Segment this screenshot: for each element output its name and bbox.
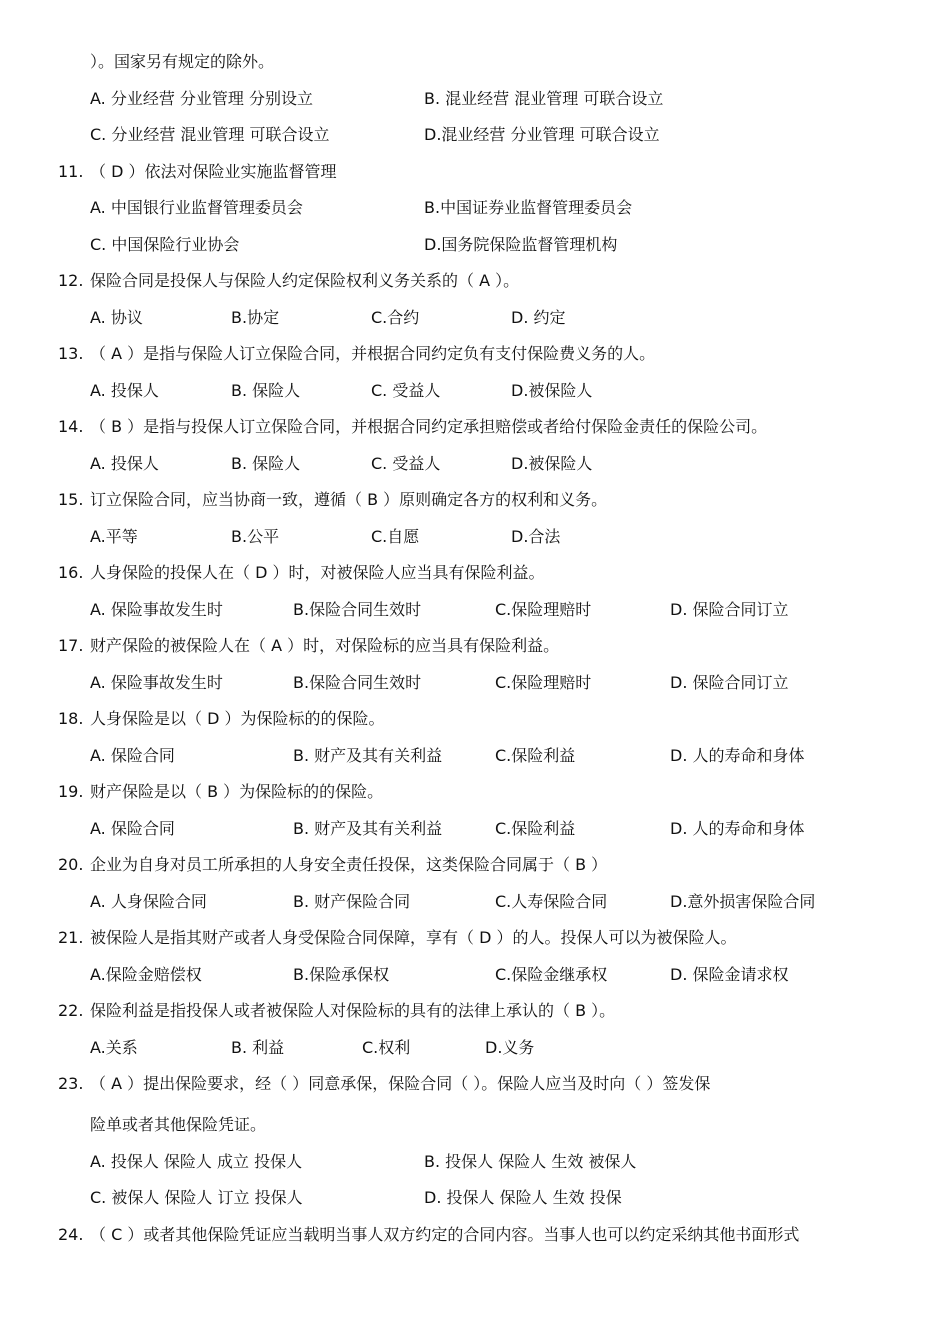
question-line	[0, 853, 950, 877]
options-line	[0, 1036, 950, 1060]
question-number: 19.	[58, 782, 84, 801]
answer-option: A. 保险合同	[90, 819, 175, 838]
question-number: 22.	[58, 1001, 84, 1020]
question-number: 20.	[58, 855, 84, 874]
answer-option: D.义务	[485, 1038, 535, 1057]
answer-option: B.协定	[231, 308, 280, 327]
question-number: 15.	[58, 490, 84, 509]
question-number: 14.	[58, 417, 84, 436]
answer-option: A. 分业经营 分业管理 分别设立	[90, 89, 314, 108]
answer-option: B. 财产保险合同	[293, 892, 411, 911]
answer-option: C.保险金继承权	[495, 965, 608, 984]
options-line	[0, 1150, 950, 1174]
answer-option: C.权利	[362, 1038, 411, 1057]
continuation-line	[0, 1113, 950, 1137]
question-line	[0, 926, 950, 950]
question-text: 企业为自身对员工所承担的人身安全责任投保，这类保险合同属于（ B ）	[90, 855, 608, 874]
answer-option: D. 人的寿命和身体	[670, 819, 805, 838]
answer-option: D. 约定	[511, 308, 566, 327]
question-line	[0, 780, 950, 804]
question-line	[0, 269, 950, 293]
options-line	[0, 452, 950, 476]
answer-option: C.人寿保险合同	[495, 892, 608, 911]
answer-option: A. 投保人	[90, 454, 159, 473]
options-line	[0, 87, 950, 111]
answer-option: A. 投保人 保险人 成立 投保人	[90, 1152, 303, 1171]
answer-option: D.被保险人	[511, 381, 593, 400]
question-line	[0, 707, 950, 731]
options-line	[0, 306, 950, 330]
answer-option: B. 混业经营 混业管理 可联合设立	[424, 89, 664, 108]
question-text: 保险合同是投保人与保险人约定保险权利义务关系的（ A ）。	[90, 271, 520, 290]
answer-option: B.公平	[231, 527, 280, 546]
question-number: 24.	[58, 1225, 84, 1244]
question-text: （ D ）依法对保险业实施监督管理	[90, 162, 337, 181]
answer-option: C. 被保人 保险人 订立 投保人	[90, 1188, 303, 1207]
options-line	[0, 123, 950, 147]
answer-option: A. 保险事故发生时	[90, 673, 223, 692]
answer-option: B.保险承保权	[293, 965, 390, 984]
continuation-text: ）。国家另有规定的除外。	[90, 52, 275, 71]
answer-option: A. 投保人	[90, 381, 159, 400]
answer-option: A.平等	[90, 527, 138, 546]
answer-option: D.意外损害保险合同	[670, 892, 816, 911]
question-number: 16.	[58, 563, 84, 582]
answer-option: C. 分业经营 混业管理 可联合设立	[90, 125, 330, 144]
answer-option: B.保险合同生效时	[293, 673, 422, 692]
answer-option: D.合法	[511, 527, 561, 546]
question-text: 被保险人是指其财产或者人身受保险合同保障，享有（ D ）的人。投保人可以为被保险人。	[90, 928, 737, 947]
answer-option: C.保险理赔时	[495, 673, 592, 692]
answer-option: B. 投保人 保险人 生效 被保人	[424, 1152, 637, 1171]
question-text: 财产保险的被保险人在（ A ）时，对保险标的应当具有保险利益。	[90, 636, 560, 655]
options-line	[0, 598, 950, 622]
continuation-line	[0, 50, 950, 74]
question-line	[0, 561, 950, 585]
options-line	[0, 379, 950, 403]
answer-option: B.中国证券业监督管理委员会	[424, 198, 633, 217]
question-line	[0, 1072, 950, 1096]
answer-option: C.合约	[371, 308, 420, 327]
answer-option: B. 保险人	[231, 454, 301, 473]
question-text: 财产保险是以（ B ）为保险标的的保险。	[90, 782, 384, 801]
options-line	[0, 525, 950, 549]
answer-option: D. 保险合同订立	[670, 673, 789, 692]
answer-option: A. 保险合同	[90, 746, 175, 765]
question-number: 17.	[58, 636, 84, 655]
question-text: 人身保险的投保人在（ D ）时，对被保险人应当具有保险利益。	[90, 563, 545, 582]
question-text: （ A ）提出保险要求，经（ ）同意承保，保险合同（ ）。保险人应当及时向（ ）签发保	[90, 1074, 711, 1093]
options-line	[0, 196, 950, 220]
question-line	[0, 160, 950, 184]
continuation-text: 险单或者其他保险凭证。	[90, 1115, 267, 1134]
question-number: 12.	[58, 271, 84, 290]
question-line	[0, 488, 950, 512]
question-number: 11.	[58, 162, 84, 181]
answer-option: B.保险合同生效时	[293, 600, 422, 619]
answer-option: D.被保险人	[511, 454, 593, 473]
question-text: （ B ）是指与投保人订立保险合同，并根据合同约定承担赔偿或者给付保险金责任的保险公司。	[90, 417, 768, 436]
question-number: 13.	[58, 344, 84, 363]
answer-option: C.保险利益	[495, 746, 576, 765]
answer-option: A.关系	[90, 1038, 138, 1057]
answer-option: D. 人的寿命和身体	[670, 746, 805, 765]
answer-option: C.保险利益	[495, 819, 576, 838]
answer-option: A. 中国银行业监督管理委员会	[90, 198, 303, 217]
question-number: 23.	[58, 1074, 84, 1093]
options-line	[0, 744, 950, 768]
question-line	[0, 1223, 950, 1247]
answer-option: A. 保险事故发生时	[90, 600, 223, 619]
answer-option: A. 协议	[90, 308, 143, 327]
question-text: 人身保险是以（ D ）为保险标的的保险。	[90, 709, 385, 728]
question-text: 保险利益是指投保人或者被保险人对保险标的具有的法律上承认的（ B ）。	[90, 1001, 616, 1020]
answer-option: C. 受益人	[371, 454, 441, 473]
question-text: （ A ）是指与保险人订立保险合同，并根据合同约定负有支付保险费义务的人。	[90, 344, 656, 363]
answer-option: B. 利益	[231, 1038, 285, 1057]
answer-option: D. 投保人 保险人 生效 投保	[424, 1188, 622, 1207]
options-line	[0, 671, 950, 695]
answer-option: C. 受益人	[371, 381, 441, 400]
question-line	[0, 342, 950, 366]
options-line	[0, 1186, 950, 1210]
question-line	[0, 999, 950, 1023]
options-line	[0, 233, 950, 257]
answer-option: A. 人身保险合同	[90, 892, 207, 911]
question-line	[0, 415, 950, 439]
answer-option: D. 保险金请求权	[670, 965, 789, 984]
question-line	[0, 634, 950, 658]
question-text: （ C ）或者其他保险凭证应当载明当事人双方约定的合同内容。当事人也可以约定采纳其他书面形式	[90, 1225, 800, 1244]
answer-option: C.自愿	[371, 527, 420, 546]
options-line	[0, 817, 950, 841]
answer-option: B. 财产及其有关利益	[293, 746, 443, 765]
answer-option: B. 财产及其有关利益	[293, 819, 443, 838]
answer-option: C. 中国保险行业协会	[90, 235, 240, 254]
question-text: 订立保险合同，应当协商一致，遵循（ B ）原则确定各方的权利和义务。	[90, 490, 608, 509]
answer-option: A.保险金赔偿权	[90, 965, 202, 984]
answer-option: D.国务院保险监督管理机构	[424, 235, 618, 254]
question-number: 21.	[58, 928, 84, 947]
answer-option: D. 保险合同订立	[670, 600, 789, 619]
question-number: 18.	[58, 709, 84, 728]
answer-option: B. 保险人	[231, 381, 301, 400]
answer-option: D.混业经营 分业管理 可联合设立	[424, 125, 660, 144]
options-line	[0, 963, 950, 987]
options-line	[0, 890, 950, 914]
answer-option: C.保险理赔时	[495, 600, 592, 619]
